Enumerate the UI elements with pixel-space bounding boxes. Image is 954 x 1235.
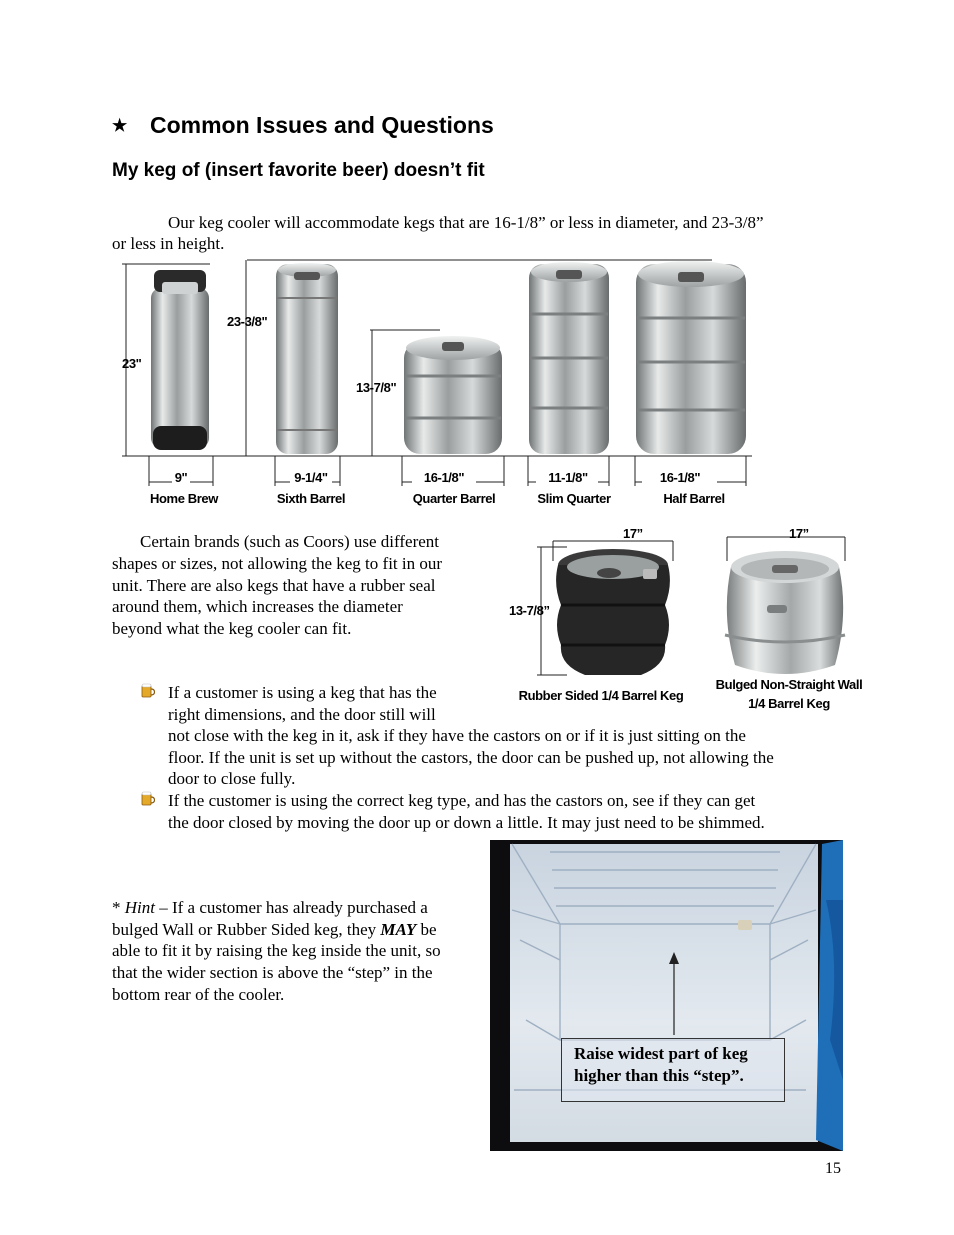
- sixth-barrel-keg: [276, 263, 338, 454]
- beer-mug-icon: [141, 791, 155, 806]
- rubber-sided-keg: [556, 549, 670, 675]
- hint-line-5: bottom rear of the cooler.: [112, 985, 285, 1004]
- diameter-label-home-brew: 9": [174, 470, 188, 485]
- hint-line-4: that the wider section is above the “step” in the: [112, 963, 433, 982]
- rubber-width-label: 17”: [623, 526, 643, 541]
- name-label-quarter: Quarter Barrel: [412, 491, 496, 506]
- diameter-label-quarter: 16-1/8": [423, 470, 465, 485]
- bullet-2-line-2: the door closed by moving the door up or down a little. It may just need to be shimmed.: [168, 813, 765, 832]
- diameter-label-half: 16-1/8": [659, 470, 701, 485]
- bulged-keg: [725, 551, 845, 674]
- hint-line-2: [112, 919, 437, 941]
- hint-line-2-text-b: be: [416, 920, 437, 939]
- cooler-interior-photo: [490, 840, 843, 1151]
- hint-label: Hint: [124, 898, 155, 917]
- diameter-label-sixth: 9-1/4": [294, 470, 328, 485]
- star-icon: ★: [112, 115, 128, 135]
- brands-line-3: unit. There are also kegs that have a rubber seal: [112, 576, 436, 595]
- name-label-slim: Slim Quarter: [537, 491, 611, 506]
- name-label-home-brew: Home Brew: [150, 491, 218, 506]
- beer-mug-icon: [141, 683, 155, 698]
- bullet-1-line-1: If a customer is using a keg that has the: [168, 683, 437, 702]
- intro-line-2: or less in height.: [112, 234, 225, 253]
- height-label-home-brew: 23": [122, 356, 142, 371]
- keg-type-figure: [505, 525, 875, 715]
- bullet-1-line-5: door to close fully.: [168, 769, 296, 788]
- height-label-sixth: 23-3/8": [227, 314, 268, 329]
- hint-line-1: [112, 897, 428, 919]
- half-barrel-keg: [636, 261, 746, 454]
- bullet-2-line-1: If the customer is using the correct keg type, and has the castors on, see if they can get: [168, 791, 756, 810]
- bullet-1-line-2: right dimensions, and the door still will: [168, 705, 436, 724]
- intro-line-1: Our keg cooler will accommodate kegs that are 16-1/8” or less in diameter, and 23-3/8”: [168, 213, 764, 232]
- brands-line-2: shapes or sizes, not allowing the keg to fit in our: [112, 554, 443, 573]
- brands-line-5: beyond what the keg cooler can fit.: [112, 619, 352, 638]
- brands-line-1: Certain brands (such as Coors) use different: [140, 532, 439, 551]
- bulged-caption-line-2: 1/4 Barrel Keg: [748, 696, 830, 711]
- bullet-1-line-4: floor. If the unit is set up without the castors, the door can be pushed up, not allowing the: [168, 748, 774, 767]
- section-heading: [112, 112, 494, 139]
- photo-callout-line-1: Raise widest part of keg: [574, 1044, 748, 1063]
- hint-prefix: *: [112, 898, 125, 917]
- slim-quarter-keg: [529, 262, 609, 454]
- bulged-caption-line-1: Bulged Non-Straight Wall: [715, 677, 863, 692]
- name-label-half: Half Barrel: [663, 491, 725, 506]
- brands-line-4: around them, which increases the diameter: [112, 597, 403, 616]
- quarter-barrel-keg: [404, 336, 502, 454]
- heading-text: Common Issues and Questions: [150, 112, 494, 138]
- rubber-caption: Rubber Sided 1/4 Barrel Keg: [518, 688, 684, 703]
- height-label-quarter: 13-7/8": [356, 380, 397, 395]
- bulged-width-label: 17”: [789, 526, 809, 541]
- keg-size-figure: [112, 258, 762, 510]
- rubber-height-label: 13-7/8”: [509, 603, 550, 618]
- page-number: 15: [825, 1160, 841, 1177]
- hint-line-2-text-a: bulged Wall or Rubber Sided keg, they: [112, 920, 381, 939]
- bullet-1-line-3: not close with the keg in it, ask if they have the castors on or if it is just sitting on the: [168, 726, 746, 745]
- hint-emphasis: MAY: [380, 920, 417, 939]
- subheading: My keg of (insert favorite beer) doesn’t fit: [112, 160, 485, 181]
- name-label-sixth: Sixth Barrel: [276, 491, 346, 506]
- photo-callout: [561, 1038, 785, 1102]
- photo-callout-line-2: higher than this “step”.: [574, 1066, 744, 1085]
- diameter-label-slim: 11-1/8": [548, 470, 588, 485]
- hint-line-1-text: – If a customer has already purchased a: [154, 898, 428, 917]
- hint-line-3: able to fit it by raising the keg inside the unit, so: [112, 941, 441, 960]
- home-brew-keg: [151, 270, 209, 450]
